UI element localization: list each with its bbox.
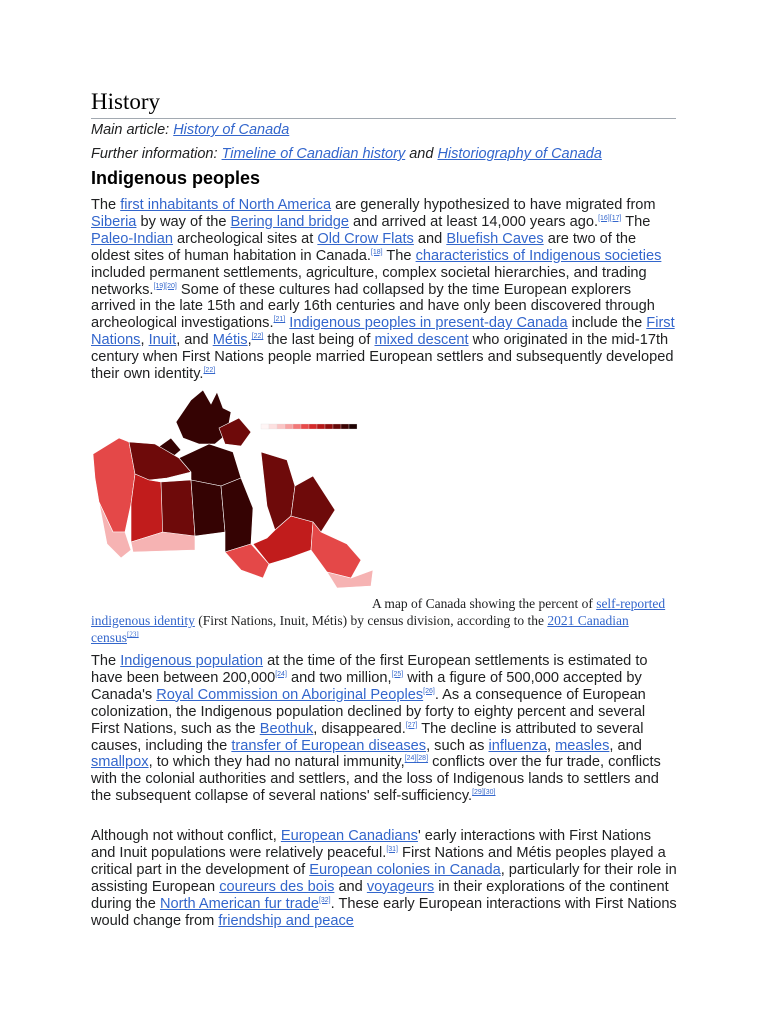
- text: , to which they had no natural immunity,: [148, 754, 405, 771]
- influenza-link[interactable]: influenza: [488, 737, 547, 754]
- text: who originated in the mid-17th century when First Nations people married European settlers and subsequently developed their own identity.: [91, 332, 674, 383]
- text: Although not without conflict,: [91, 828, 281, 844]
- siberia-link[interactable]: Siberia: [91, 213, 137, 230]
- text: First Nations and Métis peoples played a critical part in the development of: [91, 844, 666, 878]
- citation[interactable]: [23]: [127, 630, 139, 639]
- indigenous-population-link[interactable]: Indigenous population: [120, 653, 264, 669]
- hatnote-connector: and: [405, 146, 438, 162]
- citation[interactable]: [25]: [391, 671, 404, 679]
- text: and arrived at least 14,000 years ago.: [349, 213, 599, 230]
- legend-swatch: [309, 424, 317, 429]
- legend-swatch: [333, 424, 341, 429]
- legend-swatch: [261, 424, 269, 429]
- text: ,: [247, 332, 252, 349]
- hatnote-prefix: Further information:: [91, 146, 222, 162]
- legend-swatch: [341, 424, 349, 429]
- text: included permanent settlements, agriculture, complex societal hierarchies, and trading networks.: [91, 264, 647, 298]
- hatnote-prefix: Main article:: [91, 122, 174, 138]
- text: with a figure of 500,000 accepted by Canada's: [91, 669, 642, 703]
- citation[interactable]: [24]: [275, 671, 287, 679]
- section-heading: History: [91, 88, 676, 119]
- bering-land-bridge-link[interactable]: Bering land bridge: [230, 213, 349, 230]
- census-2021-link[interactable]: 2021 Canadian census: [91, 612, 629, 645]
- text: Some of these cultures had collapsed by the time European explorers arrived in the late 15th and early 16th centuries and have only been discovered through archeological investigations.: [91, 281, 655, 332]
- text: in their explorations of the continent during the: [91, 878, 669, 912]
- legend-swatch: [269, 424, 277, 429]
- yukon-bc-region: [93, 438, 135, 532]
- further-information-hatnote: [91, 144, 602, 164]
- map-legend: [261, 424, 357, 429]
- canada-indigenous-map[interactable]: [91, 382, 381, 598]
- text: . As a consequence of European colonization, the Indigenous population declined by forty to eighty percent and several First Nations, such as the: [91, 686, 646, 737]
- bluefish-caves-link[interactable]: Bluefish Caves: [446, 230, 544, 247]
- text: The: [91, 653, 121, 669]
- citation[interactable]: [22]: [251, 333, 264, 341]
- self-reported-identity-link[interactable]: self-reported indigenous identity: [91, 596, 666, 628]
- citation[interactable]: [19][20]: [153, 282, 177, 290]
- text: are two of the oldest sites of human habitation in Canada.: [91, 230, 637, 264]
- citation[interactable]: [28]: [416, 755, 429, 763]
- text: and: [413, 230, 447, 247]
- text: ,: [140, 332, 149, 349]
- atlantic-region: [311, 522, 361, 578]
- friendship-and-peace-link[interactable]: friendship and peace: [218, 912, 354, 929]
- text: ,: [546, 737, 556, 754]
- text: and two million,: [286, 669, 392, 686]
- manitoba-region: [191, 480, 225, 536]
- metis-link[interactable]: Métis: [212, 332, 248, 349]
- timeline-link[interactable]: Timeline of Canadian history: [221, 146, 406, 162]
- old-crow-flats-link[interactable]: Old Crow Flats: [317, 230, 414, 247]
- citation[interactable]: [29][30]: [472, 789, 496, 797]
- text: by way of the: [136, 213, 231, 230]
- text: The: [621, 213, 651, 230]
- text: , particularly for their role in assisting European: [91, 861, 677, 895]
- text: and: [334, 878, 367, 895]
- smallpox-link[interactable]: smallpox: [91, 754, 149, 771]
- inuit-link[interactable]: Inuit: [148, 332, 177, 349]
- text: . These early European interactions with First Nations would change from: [91, 895, 677, 929]
- beothuk-link[interactable]: Beothuk: [259, 720, 314, 737]
- legend-swatch: [317, 424, 325, 429]
- citation[interactable]: [18]: [370, 248, 383, 256]
- north-ontario-region: [221, 478, 253, 552]
- citation[interactable]: [27]: [405, 721, 418, 729]
- text: (First Nations, Inuit, Métis) by census division, according to the: [194, 612, 548, 628]
- text: The: [91, 197, 121, 213]
- legend-swatch: [325, 424, 333, 429]
- citation[interactable]: [16]: [598, 215, 610, 223]
- citation[interactable]: [22]: [203, 367, 216, 375]
- text: include the: [567, 315, 647, 332]
- fur-trade-link[interactable]: North American fur trade: [159, 895, 319, 912]
- legend-swatch: [285, 424, 293, 429]
- european-diseases-link[interactable]: transfer of European diseases: [231, 737, 427, 754]
- text: at the time of the first European settlements is estimated to have been between 200,000: [91, 653, 648, 686]
- legend-swatch: [277, 424, 285, 429]
- citation[interactable]: [21]: [273, 316, 286, 324]
- citation[interactable]: [32]: [318, 896, 331, 904]
- citation[interactable]: [24]: [404, 755, 417, 763]
- citation[interactable]: [17]: [609, 215, 622, 223]
- nunavut-region: [179, 444, 241, 486]
- paragraph-indigenous-origins: [91, 197, 677, 383]
- text: ' early interactions with First Nations and Inuit populations were relatively peaceful.: [91, 828, 652, 861]
- legend-swatch: [349, 424, 357, 429]
- european-colonies-link[interactable]: European colonies in Canada: [309, 861, 501, 878]
- measles-link[interactable]: measles: [555, 737, 610, 754]
- text: conflicts over the fur trade, conflicts with the colonial authorities and settlers, and the loss of Indigenous lands to settlers and the subsequent collapse of several nations' self-sufficiency.: [91, 754, 661, 805]
- voyageurs-link[interactable]: voyageurs: [366, 878, 435, 895]
- text: are generally hypothesized to have migrated from: [331, 197, 656, 213]
- legend-swatch: [293, 424, 301, 429]
- european-canadians-link[interactable]: European Canadians: [280, 828, 418, 844]
- text: , and: [609, 737, 642, 754]
- text: The: [382, 247, 416, 264]
- historiography-link[interactable]: Historiography of Canada: [437, 146, 602, 162]
- map-caption: [91, 596, 677, 646]
- citation[interactable]: [31]: [386, 846, 398, 854]
- text: archeological sites at: [172, 230, 318, 247]
- alberta-region: [131, 474, 163, 542]
- coureurs-des-bois-link[interactable]: coureurs des bois: [219, 878, 335, 895]
- text: , such as: [426, 737, 489, 754]
- text: , disappeared.: [313, 720, 406, 737]
- history-of-canada-link[interactable]: History of Canada: [173, 122, 290, 138]
- text: A map of Canada showing the percent of: [372, 596, 597, 611]
- subsection-heading: Indigenous peoples: [91, 168, 261, 188]
- text: the last being of: [263, 332, 375, 349]
- mixed-descent-link[interactable]: mixed descent: [374, 332, 469, 349]
- citation[interactable]: [26]: [423, 687, 435, 695]
- main-article-hatnote: [91, 120, 289, 140]
- paleo-indian-link[interactable]: Paleo-Indian: [91, 230, 173, 247]
- first-inhabitants-link[interactable]: first inhabitants of North America: [120, 197, 332, 213]
- paragraph-population-decline: [91, 653, 677, 805]
- legend-swatch: [301, 424, 309, 429]
- characteristics-link[interactable]: characteristics of Indigenous societies: [415, 247, 662, 264]
- royal-commission-link[interactable]: Royal Commission on Aboriginal Peoples: [156, 686, 424, 703]
- text: The decline is attributed to several causes, including the: [91, 720, 644, 754]
- paragraph-early-interactions: [91, 828, 677, 929]
- indigenous-peoples-link[interactable]: Indigenous peoples in present-day Canada: [289, 315, 568, 332]
- first-nations-link[interactable]: First Nations: [91, 315, 675, 349]
- text: , and: [176, 332, 213, 349]
